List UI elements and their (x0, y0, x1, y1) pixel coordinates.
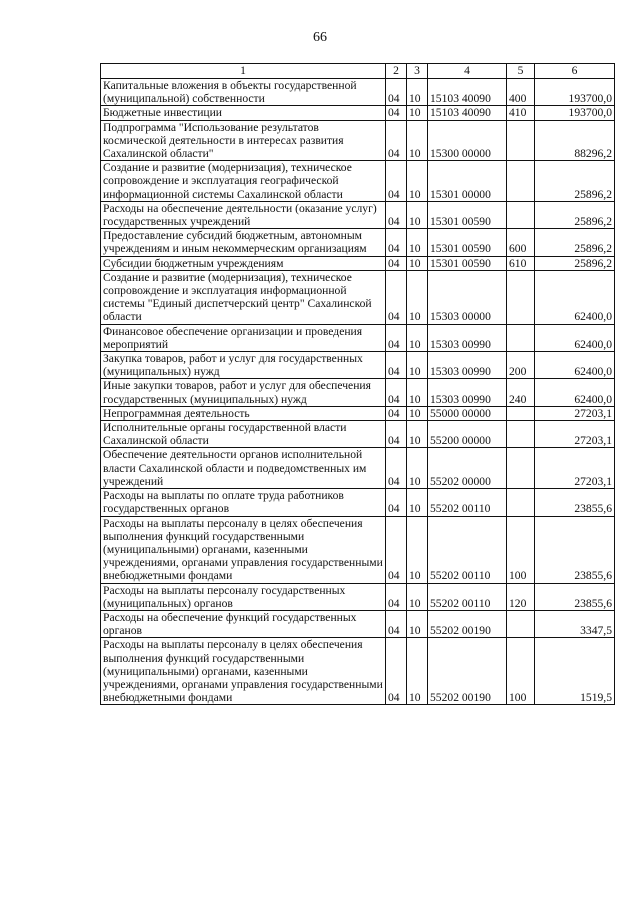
row-name-cell: Расходы на обеспечение деятельности (оказание услуг) государственных учреждений (101, 201, 386, 228)
row-expense-type-cell (507, 406, 535, 420)
row-target-article-cell: 15301 00000 (428, 161, 507, 202)
row-expense-type-cell: 200 (507, 352, 535, 379)
row-section-cell: 04 (386, 352, 407, 379)
row-section-cell: 04 (386, 201, 407, 228)
table-row (101, 583, 615, 610)
row-subsection-cell: 10 (407, 352, 428, 379)
row-amount-cell: 193700,0 (535, 79, 615, 106)
row-section-cell: 04 (386, 448, 407, 489)
row-subsection-cell: 10 (407, 516, 428, 583)
table-row (101, 421, 615, 448)
row-expense-type-cell: 100 (507, 638, 535, 705)
table-row (101, 270, 615, 324)
table-row (101, 161, 615, 202)
row-section-cell: 04 (386, 583, 407, 610)
row-target-article-cell: 15303 00990 (428, 352, 507, 379)
row-subsection-cell: 10 (407, 229, 428, 256)
column-header: 5 (507, 64, 535, 79)
row-amount-cell: 3347,5 (535, 610, 615, 637)
row-amount-cell: 23855,6 (535, 583, 615, 610)
column-header: 3 (407, 64, 428, 79)
row-subsection-cell: 10 (407, 406, 428, 420)
row-subsection-cell: 10 (407, 489, 428, 516)
row-target-article-cell: 55202 00110 (428, 516, 507, 583)
row-section-cell: 04 (386, 229, 407, 256)
row-target-article-cell: 15301 00590 (428, 229, 507, 256)
row-subsection-cell: 10 (407, 106, 428, 120)
row-name-cell: Создание и развитие (модернизация), техническое сопровождение и эксплуатация географической информационной системы Сахалинской области (101, 161, 386, 202)
row-section-cell: 04 (386, 610, 407, 637)
table-row (101, 79, 615, 106)
row-subsection-cell: 10 (407, 448, 428, 489)
row-target-article-cell: 15300 00000 (428, 120, 507, 161)
row-section-cell: 04 (386, 421, 407, 448)
row-name-cell: Субсидии бюджетным учреждениям (101, 256, 386, 270)
table-row (101, 120, 615, 161)
row-expense-type-cell: 400 (507, 79, 535, 106)
row-expense-type-cell: 410 (507, 106, 535, 120)
row-amount-cell: 62400,0 (535, 352, 615, 379)
table-row (101, 638, 615, 705)
row-target-article-cell: 55200 00000 (428, 421, 507, 448)
table-row (101, 324, 615, 351)
row-subsection-cell: 10 (407, 421, 428, 448)
row-name-cell: Расходы на выплаты персоналу государственных (муниципальных) органов (101, 583, 386, 610)
row-target-article-cell: 15103 40090 (428, 79, 507, 106)
row-name-cell: Создание и развитие (модернизация), техническое сопровождение и эксплуатация информационной системы "Единый диспетчерский центр" Сахалинской области (101, 270, 386, 324)
row-subsection-cell: 10 (407, 256, 428, 270)
table-row (101, 448, 615, 489)
row-expense-type-cell: 120 (507, 583, 535, 610)
row-amount-cell: 62400,0 (535, 270, 615, 324)
row-target-article-cell: 15303 00990 (428, 324, 507, 351)
column-header: 2 (386, 64, 407, 79)
row-name-cell: Непрограммная деятельность (101, 406, 386, 420)
row-amount-cell: 23855,6 (535, 489, 615, 516)
row-section-cell: 04 (386, 489, 407, 516)
row-name-cell: Подпрограмма "Использование результатов космической деятельности в интересах развития Сахалинской области" (101, 120, 386, 161)
page-number: 66 (313, 30, 327, 45)
row-amount-cell: 27203,1 (535, 448, 615, 489)
row-amount-cell: 88296,2 (535, 120, 615, 161)
row-section-cell: 04 (386, 516, 407, 583)
row-section-cell: 04 (386, 379, 407, 406)
table-row (101, 379, 615, 406)
row-name-cell: Расходы на обеспечение функций государственных органов (101, 610, 386, 637)
row-name-cell: Расходы на выплаты персоналу в целях обеспечения выполнения функций государственными (муниципальными) органами, казенными учреждениями, органами управления государственными внебюджетными фондами (101, 516, 386, 583)
row-amount-cell: 23855,6 (535, 516, 615, 583)
row-expense-type-cell (507, 489, 535, 516)
table-row (101, 106, 615, 120)
row-target-article-cell: 15301 00590 (428, 201, 507, 228)
row-target-article-cell: 55202 00000 (428, 448, 507, 489)
row-subsection-cell: 10 (407, 270, 428, 324)
row-target-article-cell: 55202 00110 (428, 583, 507, 610)
row-amount-cell: 1519,5 (535, 638, 615, 705)
row-section-cell: 04 (386, 256, 407, 270)
row-section-cell: 04 (386, 106, 407, 120)
row-amount-cell: 27203,1 (535, 421, 615, 448)
row-expense-type-cell (507, 421, 535, 448)
row-subsection-cell: 10 (407, 638, 428, 705)
table-row (101, 406, 615, 420)
row-expense-type-cell: 100 (507, 516, 535, 583)
row-subsection-cell: 10 (407, 610, 428, 637)
table-row (101, 489, 615, 516)
row-target-article-cell: 15303 00990 (428, 379, 507, 406)
row-amount-cell: 27203,1 (535, 406, 615, 420)
row-name-cell: Иные закупки товаров, работ и услуг для обеспечения государственных (муниципальных) нужд (101, 379, 386, 406)
row-subsection-cell: 10 (407, 379, 428, 406)
table-row (101, 610, 615, 637)
row-target-article-cell: 55202 00190 (428, 610, 507, 637)
budget-table (100, 63, 615, 705)
row-name-cell: Финансовое обеспечение организации и проведения мероприятий (101, 324, 386, 351)
row-section-cell: 04 (386, 270, 407, 324)
row-name-cell: Бюджетные инвестиции (101, 106, 386, 120)
row-amount-cell: 25896,2 (535, 161, 615, 202)
row-target-article-cell: 15301 00590 (428, 256, 507, 270)
row-target-article-cell: 15103 40090 (428, 106, 507, 120)
row-subsection-cell: 10 (407, 120, 428, 161)
row-expense-type-cell (507, 120, 535, 161)
row-target-article-cell: 55202 00110 (428, 489, 507, 516)
row-expense-type-cell (507, 201, 535, 228)
row-section-cell: 04 (386, 406, 407, 420)
row-amount-cell: 25896,2 (535, 201, 615, 228)
column-header: 4 (428, 64, 507, 79)
row-expense-type-cell (507, 610, 535, 637)
row-expense-type-cell (507, 270, 535, 324)
row-expense-type-cell (507, 448, 535, 489)
row-section-cell: 04 (386, 79, 407, 106)
row-name-cell: Закупка товаров, работ и услуг для государственных (муниципальных) нужд (101, 352, 386, 379)
table-row (101, 201, 615, 228)
row-expense-type-cell (507, 324, 535, 351)
table-row (101, 516, 615, 583)
row-amount-cell: 62400,0 (535, 324, 615, 351)
row-section-cell: 04 (386, 324, 407, 351)
row-expense-type-cell (507, 161, 535, 202)
row-subsection-cell: 10 (407, 324, 428, 351)
row-expense-type-cell: 600 (507, 229, 535, 256)
row-subsection-cell: 10 (407, 201, 428, 228)
table-row (101, 229, 615, 256)
row-target-article-cell: 15303 00000 (428, 270, 507, 324)
row-name-cell: Обеспечение деятельности органов исполнительной власти Сахалинской области и подведомственных им учреждений (101, 448, 386, 489)
row-target-article-cell: 55000 00000 (428, 406, 507, 420)
row-name-cell: Расходы на выплаты по оплате труда работников государственных органов (101, 489, 386, 516)
row-target-article-cell: 55202 00190 (428, 638, 507, 705)
row-expense-type-cell: 240 (507, 379, 535, 406)
column-header: 1 (101, 64, 386, 79)
row-amount-cell: 62400,0 (535, 379, 615, 406)
row-name-cell: Расходы на выплаты персоналу в целях обеспечения выполнения функций государственными (муниципальными) органами, казенными учреждениями, органами управления государственными внебюджетными фондами (101, 638, 386, 705)
row-amount-cell: 25896,2 (535, 229, 615, 256)
row-subsection-cell: 10 (407, 161, 428, 202)
row-amount-cell: 25896,2 (535, 256, 615, 270)
column-header: 6 (535, 64, 615, 79)
table-row (101, 256, 615, 270)
row-section-cell: 04 (386, 161, 407, 202)
table-row (101, 352, 615, 379)
row-expense-type-cell: 610 (507, 256, 535, 270)
row-name-cell: Капитальные вложения в объекты государственной (муниципальной) собственности (101, 79, 386, 106)
header-row (101, 64, 615, 79)
row-name-cell: Предоставление субсидий бюджетным, автономным учреждениям и иным некоммерческим организациям (101, 229, 386, 256)
row-amount-cell: 193700,0 (535, 106, 615, 120)
row-subsection-cell: 10 (407, 583, 428, 610)
row-name-cell: Исполнительные органы государственной власти Сахалинской области (101, 421, 386, 448)
row-section-cell: 04 (386, 638, 407, 705)
row-subsection-cell: 10 (407, 79, 428, 106)
row-section-cell: 04 (386, 120, 407, 161)
